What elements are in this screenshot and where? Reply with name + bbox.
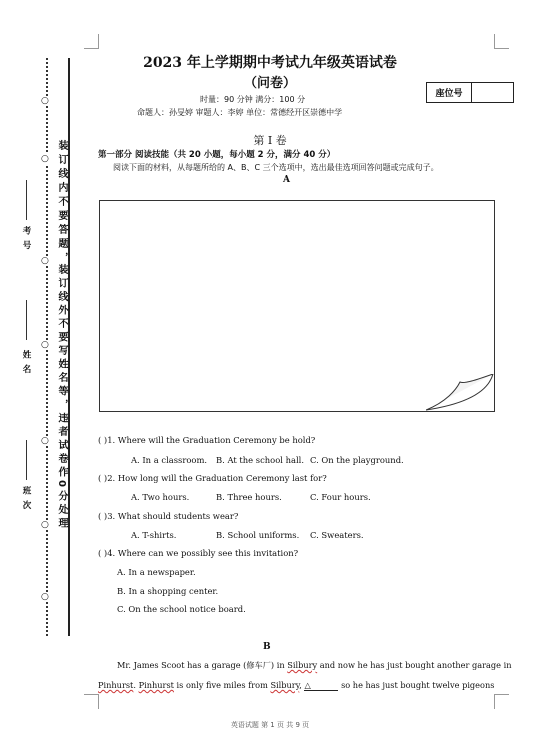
q3-option-a[interactable]: A. T-shirts. (131, 530, 177, 540)
exam-number-label: 考号 (20, 180, 32, 255)
binding-circle: ○ (41, 436, 49, 446)
q4-option-b[interactable]: B. In a shopping center. (117, 586, 219, 596)
binding-circle: ○ (41, 154, 49, 164)
binding-circle: ○ (41, 592, 49, 602)
page-curl-icon (426, 374, 496, 414)
binding-circle: ○ (41, 256, 49, 266)
crop-mark-bottom-left (84, 694, 99, 709)
q2-option-a[interactable]: A. Two hours. (131, 492, 190, 502)
q4-option-c[interactable]: C. On the school notice board. (117, 604, 246, 614)
q1-option-b[interactable]: B. At the school hall. (216, 455, 304, 465)
passage-b-line-2: Pinhurst. Pinhurst is only five miles from Silbury, △ so he has just bought twelve pigeons (98, 680, 495, 690)
crop-mark-top-right (494, 34, 509, 49)
name-label: 姓名 (20, 300, 32, 379)
q3-option-b[interactable]: B. School uniforms. (216, 530, 300, 540)
question-1: ( )1. Where will the Graduation Ceremony be hold? (98, 435, 316, 445)
time-and-score: 时量：90 分钟 满分：100 分 (200, 95, 306, 104)
q2-option-b[interactable]: B. Three hours. (216, 492, 282, 502)
authors-line: 命题人：孙旻婷 审题人：李婷 单位：常德经开区崇德中学 (137, 108, 343, 117)
question-4: ( )4. Where can we possibly see this invitation? (98, 548, 299, 558)
instructions: 阅读下面的材料，从每题所给的 A、B、C 三个选项中，选出最佳选项回答问题或完成句子。 (113, 163, 439, 172)
binding-circle: ○ (41, 96, 49, 106)
binding-circle: ○ (41, 340, 49, 350)
part-title: 第一部分 阅读技能（共 20 小题，每小题 2 分，满分 40 分） (98, 150, 336, 160)
crop-mark-top-left (84, 34, 99, 49)
q1-option-c[interactable]: C. On the playground. (310, 455, 404, 465)
page-footer: 英语试题 第 1 页 共 9 页 (230, 721, 310, 729)
exam-subtitle: （问卷） (243, 76, 296, 91)
crop-mark-bottom-right (494, 694, 509, 709)
passage-a-heading: A (283, 175, 290, 185)
binding-circle: ○ (41, 520, 49, 530)
binding-warning-inner: 装订线内不要答题， (56, 140, 67, 266)
question-3: ( )3. What should students wear? (98, 511, 239, 521)
passage-b-line-1: Mr. James Scoot has a garage (修车厂) in Silbury and now he has just bought another garage in (117, 660, 512, 670)
q3-option-c[interactable]: C. Sweaters. (310, 530, 364, 540)
question-2: ( )2. How long will the Graduation Ceremony last for? (98, 473, 327, 483)
volume-heading: 第 I 卷 (253, 134, 287, 147)
class-label: 班次 (20, 440, 32, 515)
seat-number-box (426, 82, 514, 103)
seat-number-label: 座位号 (427, 83, 472, 102)
seat-number-field[interactable] (472, 83, 513, 102)
q2-option-c[interactable]: C. Four hours. (310, 492, 371, 502)
passage-b-heading: B (263, 642, 271, 652)
exam-title: 2023 年上学期期中考试九年级英语试卷 (143, 55, 397, 71)
answer-blank[interactable]: △ (304, 680, 338, 691)
q1-option-a[interactable]: A. In a classroom. (131, 455, 208, 465)
binding-warning-outer: 装订线外不要写姓名等，违者试卷作0分处理 (56, 264, 67, 531)
q4-option-a[interactable]: A. In a newspaper. (117, 567, 196, 577)
